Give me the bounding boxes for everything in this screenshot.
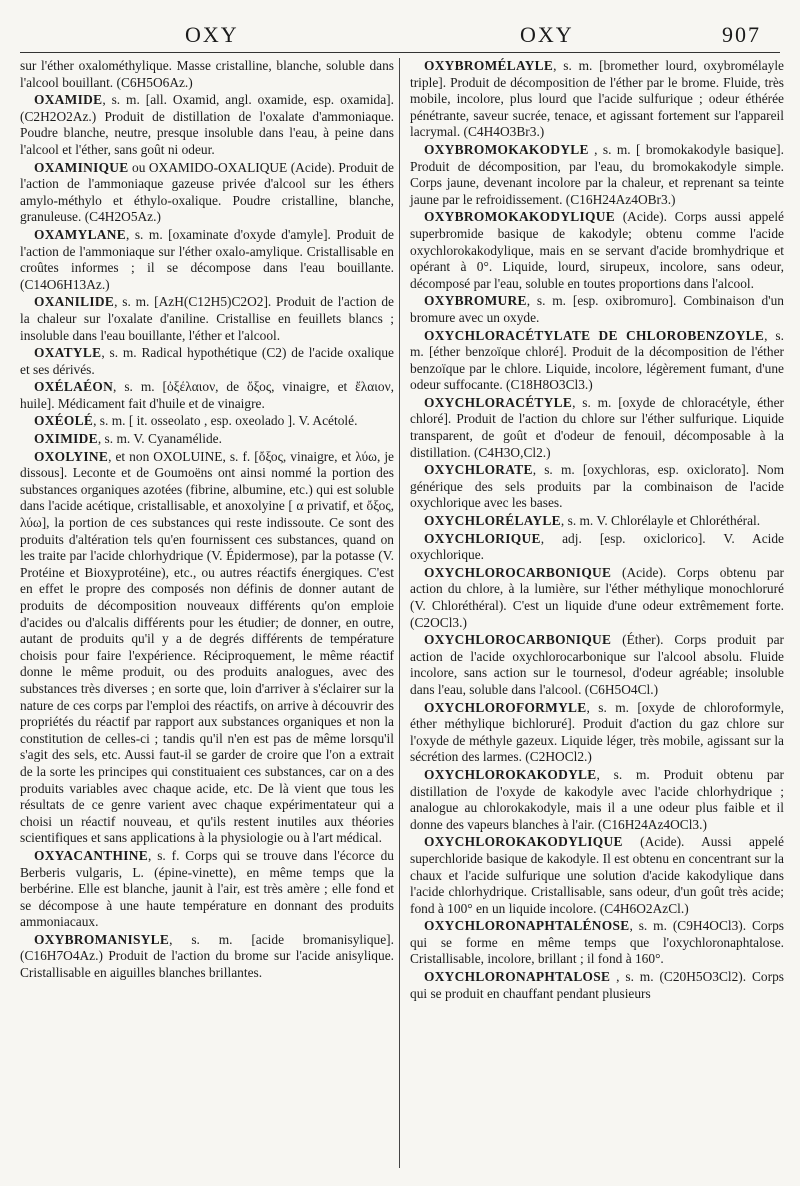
- entry-definition: , s. f. Corps qui se trouve dans l'écorce du Berberis vulgaris, L. (épine-vinette), en même temps que la berbérine. Elle est blanche, jaunit à l'air, est très amère ; elle fond et se décompose à une haute température en donnant des produits ammoniacaux.: [20, 847, 394, 930]
- dictionary-entry: [410, 58, 784, 141]
- dictionary-entry: [410, 632, 784, 698]
- dictionary-entry: [410, 293, 784, 326]
- right-running-head: OXY: [520, 22, 574, 47]
- entry-definition: , s. m. [oxyde de chloracétyle, éther chloré]. Produit de l'action du chlore sur l'éther sulfurique. Liquide transparent, de goût et d'odeur de fenouil, décomposable à la distillation. (C4H3O,Cl2.): [410, 394, 784, 460]
- entry-headword: OXYCHLOROKAKODYLIQUE: [424, 834, 623, 850]
- dictionary-entry: [410, 328, 784, 394]
- dictionary-entry: [20, 160, 394, 226]
- entry-headword: OXYBROMANISYLE: [34, 931, 170, 947]
- entry-headword: OXYCHLORIQUE: [424, 530, 541, 546]
- entry-definition: (Acide). Corps aussi appelé superbromide basique de kakodyle; obtenu comme l'acide oxychlorokakodylique, mais en se servant d'acide bromhydrique et opérant à 0°. Liquide, lourd, sirupeux, incolore, sans odeur, décomposé par l'eau, soluble en toutes proportions dans l'alcool.: [410, 209, 784, 291]
- entry-headword: OXYCHLORACÉTYLE: [424, 394, 573, 410]
- entry-definition: , et non OXOLUINE, s. f. [ὄξος, vinaigre, et λύω, je dissous]. Leconte et de Goumoëns ont ainsi nommé la portion des substances organiques azotées (fibrine, albumine, etc.) qui est soluble dans l'acide acétique, cristallisable, et anoxolyine [ α privatif, et ὄξος, λύω], la portion de ces substances qui reste indissoute. Ce sont des produits d'altération tels qu'en fournissent ces substances, quand on les traite par l'acide chlorhydrique (V. Épidermose), par la potasse (V. Protéine et Bioxyprotéine), etc., ou autres réactifs énergiques. C'est en effet le propre des composés non définis de donner autant de produits de décomposition nouveaux différents qu'on emploie d'acides ou d'alcalis différents pour les étudier; de donner, en outre, autant de produits qu'il y a de degrés différents de température choisis pour faire l'expérience. Réciproquement, le même réactif donne le même produit, ou des produits analogues, avec des substances très diverses ; en sorte que, loin d'arriver à s'éclairer sur la nature de ces corps par l'emploi des réactifs, on arrive à découvrir des propriétés du réactif par rapport aux substances organiques et non la constitution de celles-ci ; tandis qu'il n'en est pas de même lorsqu'il s'agit des sels, etc. Aussi faut-il se garder de croire que l'on a extrait de la sorte les principes qui constituaient ces substances, car on a des produits variables avec chaque acide, etc. De là vient que tous les résultats de ce genre varient avec chaque expérimentateur qui a choisi un réactif nouveau, et qu'ils restent inutiles aux théories scientifiques et sans applications à la physiologie ou à l'art médical.: [20, 448, 394, 846]
- page-header: [0, 22, 800, 52]
- entry-definition: , s. m. [éther benzoïque chloré]. Produit de la décomposition de l'éther benzoïque par le chlore. Liquide, incolore, légèrement fumant, d'une odeur suffocante. (C18H8O3Cl3.): [410, 327, 784, 393]
- entry-definition: , s. m. [ it. osseolato , esp. oxeolado ]. V. Acétolé.: [93, 413, 358, 429]
- entry-headword: OXYBROMOKAKODYLIQUE: [424, 209, 615, 225]
- dictionary-entry: [20, 431, 394, 448]
- dictionary-entry: [20, 294, 394, 344]
- entry-headword: OXOLYINE: [34, 448, 109, 464]
- entry-definition: sur l'éther oxalométhylique. Masse cristalline, blanche, soluble dans l'alcool bouillant. (C6H5O6Az.): [20, 58, 394, 90]
- entry-headword: OXAMINIQUE: [34, 159, 129, 175]
- entry-headword: OXYCHLORONAPHTALOSE: [424, 969, 611, 985]
- entry-headword: OXATYLE: [34, 345, 102, 361]
- dictionary-entry: [410, 834, 784, 917]
- entry-definition: , s. m. V. Chlorélayle et Chloréthéral.: [560, 513, 761, 529]
- dictionary-entry: [20, 58, 394, 91]
- entry-definition: , s. m. (C9H4OCl3). Corps qui se forme en même temps que l'oxychloronaphtalose. Cristallisable, incolore, brillant ; il fond à 160°.: [410, 918, 784, 967]
- entry-headword: OXAMIDE: [34, 92, 103, 108]
- dictionary-entry: [410, 462, 784, 512]
- entry-headword: OXYCHLORATE: [424, 462, 533, 478]
- dictionary-entry: [410, 209, 784, 292]
- entry-definition: (Éther). Corps produit par action de l'acide oxychlorocarbonique sur l'alcool absolu. Fluide incolore, sans action sur le tournesol, d'odeur agréable; insoluble dans l'eau, soluble dans l'alcool. (C6H5O4Cl.): [410, 632, 784, 697]
- entry-headword: OXYCHLOROFORMYLE: [424, 699, 587, 715]
- dictionary-entry: [20, 848, 394, 931]
- entry-definition: , s. m. [oxaminate d'oxyde d'amyle]. Produit de l'action de l'ammoniaque sur l'éther oxalo-amylique. Cristallisable en croûtes informes ; il se décompose dans l'eau bouillante. (C14O6H13Az.): [20, 226, 394, 292]
- dictionary-entry: [410, 565, 784, 631]
- entry-definition: , s. m. [AzH(C12H5)C2O2]. Produit de l'action de la chaleur sur l'oxalate d'aniline. Cristallise en feuillets blancs ; insoluble dans l'eau bouillante, l'éther et l'alcool.: [20, 294, 394, 343]
- entry-headword: OXYBROMURE: [424, 293, 527, 309]
- entry-definition: , s. m. [esp. oxibromuro]. Combinaison d'un bromure avec un oxyde.: [410, 293, 784, 325]
- entry-definition: ou OXAMIDO-OXALIQUE (Acide). Produit de l'action de l'ammoniaque gazeuse privée d'alcool sur les éthers amylo-méthylo et éthylo-oxalique. Poudre cristalline, blanche, granuleuse. (C4H2O5Az.): [20, 159, 394, 225]
- entry-definition: , s. m. [acide bromanisylique]. (C16H7O4Az.) Produit de l'action du brome sur l'acide anisylique. Cristallisable en aiguilles blanches brillantes.: [20, 931, 394, 981]
- left-column: [20, 58, 394, 983]
- dictionary-entry: [410, 142, 784, 208]
- dictionary-entry: [410, 767, 784, 833]
- dictionary-entry: [410, 700, 784, 766]
- entry-definition: (Acide). Aussi appelé superchloride basique de kakodyle. Il est obtenu en concentrant sur la chaux et l'acide sulfurique une solution d'acide kakodylique dans l'acide chlorhydrique. Cristallisable, sans odeur, d'un goût très acide; fond à 100° en un liquide incolore. (C4H6O2AzCl.): [410, 834, 784, 916]
- dictionary-entry: [20, 413, 394, 430]
- entry-definition: , s. m. [ bromokakodyle basique]. Produit de décomposition, par l'eau, du bromokakodyle simple. Corps jaune, devenant incolore par la chaleur, et reprenant sa teinte jaune par le refroidissement. (C16H24Az4OBr3.): [410, 141, 784, 207]
- entry-definition: , s. m. Radical hypothétique (C2) de l'acide oxalique et ses dérivés.: [20, 345, 394, 377]
- dictionary-entry: [20, 92, 394, 158]
- dictionary-entry: [410, 395, 784, 461]
- entry-definition: (Acide). Corps obtenu par action du chlore, à la lumière, sur l'éther méthylique monochloruré (V. Chloréthéral). C'est un liquide d'une odeur extrêmement forte. (C2OCl3.): [410, 564, 784, 630]
- entry-definition: , s. m. V. Cyanamélide.: [97, 431, 222, 447]
- dictionary-entry: [20, 379, 394, 412]
- entry-headword: OXANILIDE: [34, 294, 115, 310]
- entry-definition: , s. m. [oxychloras, esp. oxiclorato]. Nom générique des sels produits par la combinaison de l'acide oxychlorique avec les bases.: [410, 462, 784, 511]
- entry-headword: OXYCHLOROCARBONIQUE: [424, 632, 612, 648]
- dictionary-entry: [20, 227, 394, 293]
- dictionary-entry: [20, 449, 394, 847]
- dictionary-entry: [410, 918, 784, 968]
- dictionary-entry: [410, 513, 784, 530]
- entry-definition: , s. m. Produit obtenu par distillation de l'oxyde de kakodyle avec l'acide chlorhydrique ; analogue au chlorokakodyle, mais il a une odeur plus faible et il donne des vapeurs blanches à l'air. (C16H24Az4OCl3.): [410, 766, 784, 832]
- entry-headword: OXYCHLORONAPHTALÉNOSE: [424, 918, 630, 934]
- entry-headword: OXYCHLOROCARBONIQUE: [424, 564, 612, 580]
- entry-headword: OXYACANTHINE: [34, 847, 148, 863]
- entry-headword: OXÉLAÉON: [34, 379, 114, 395]
- dictionary-entry: [410, 969, 784, 1002]
- entry-definition: , s. m. (C20H5O3Cl2). Corps qui se produit en chauffant pendant plusieurs: [410, 969, 784, 1001]
- entry-headword: OXÉOLÉ: [34, 413, 94, 429]
- entry-headword: OXYCHLOROKAKODYLE: [424, 766, 597, 782]
- entry-definition: , adj. [esp. oxiclorico]. V. Acide oxychlorique.: [410, 530, 784, 563]
- left-running-head: OXY: [185, 22, 239, 47]
- entry-definition: , s. m. [ὀξέλαιον, de ὄξος, vinaigre, et ἔλαιον, huile]. Médicament fait d'huile et de vinaigre.: [20, 379, 394, 411]
- header-rule: [20, 52, 780, 53]
- entry-headword: OXYBROMOKAKODYLE: [424, 141, 589, 157]
- column-divider: [399, 58, 400, 1168]
- entry-headword: OXYCHLORÉLAYLE: [424, 513, 561, 529]
- entry-headword: OXYBROMÉLAYLE: [424, 58, 554, 73]
- dictionary-entry: [20, 932, 394, 982]
- entry-headword: OXYCHLORACÉTYLATE DE CHLOROBENZOYLE: [424, 327, 765, 343]
- right-column: [410, 58, 784, 1003]
- dictionary-entry: [20, 345, 394, 378]
- entry-headword: OXIMIDE: [34, 431, 98, 447]
- page-number: 907: [722, 22, 761, 47]
- entry-definition: , s. m. [all. Oxamid, angl. oxamide, esp. oxamida]. (C2H2O2Az.) Produit de distillation de l'oxalate d'ammoniaque. Poudre blanche, neutre, presque insoluble dans l'eau, à peine dans l'alcool et l'éther, sans goût ni odeur.: [20, 92, 394, 157]
- dictionary-entry: [410, 531, 784, 564]
- entry-definition: , s. m. [oxyde de chloroformyle, éther méthylique bichloruré]. Produit d'action du gaz chlore sur l'oxyde de méthyle gazeux. Liquide léger, très mobile, agissant sur la sécrétion des larmes. (C2HOCl2.): [410, 699, 784, 765]
- entry-headword: OXAMYLANE: [34, 226, 126, 242]
- entry-definition: , s. m. [bromether lourd, oxybromélayle triple]. Produit de décomposition de l'éther par le brome. Fluide, très mobile, incolore, plus lourd que l'acide sulfurique ; odeur éthérée pénétrante, saveur sucrée, tenace, et agissant fortement sur l'appareil lacrymal. (C4H4O3Br3.): [410, 58, 784, 140]
